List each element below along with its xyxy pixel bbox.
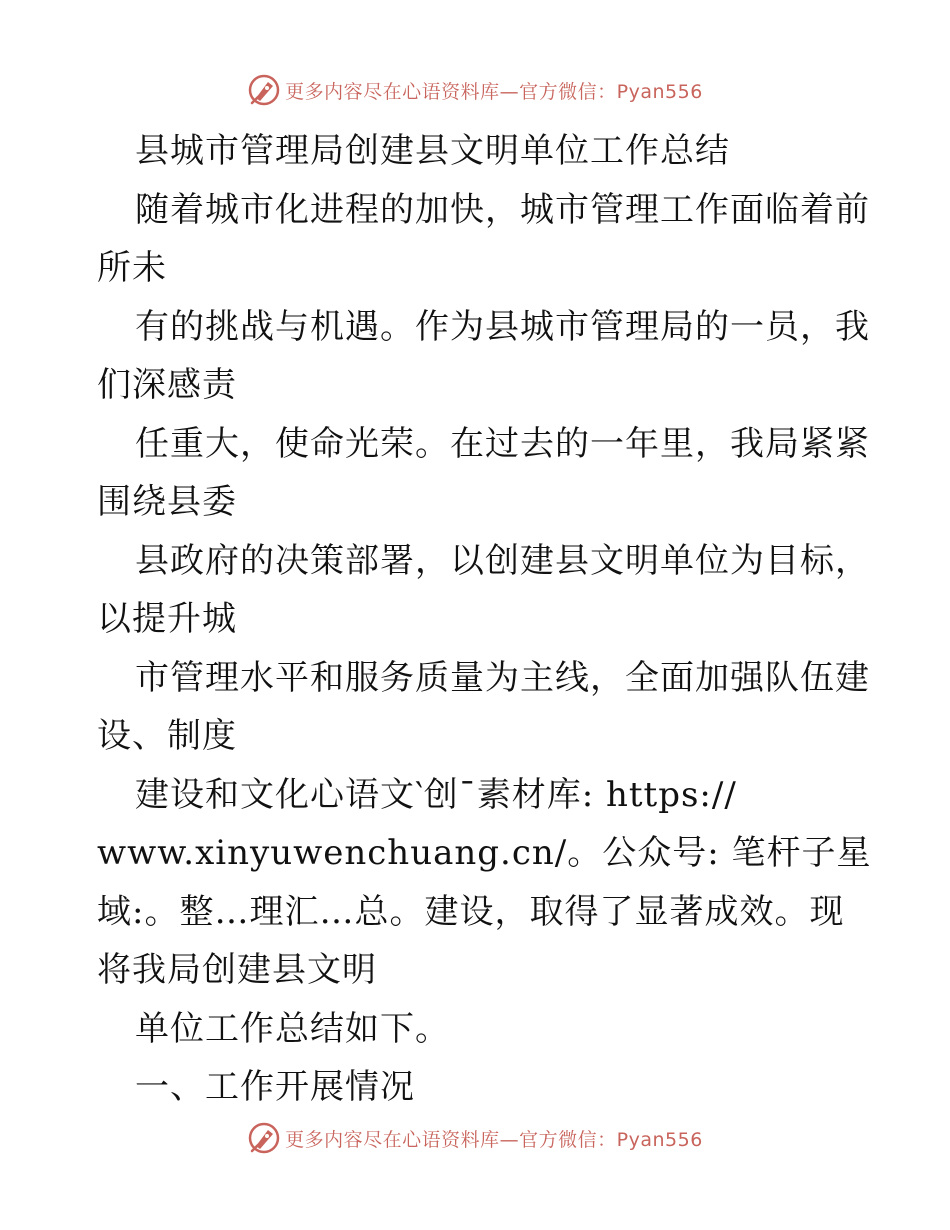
text-line: 单位工作总结如下。 xyxy=(135,1008,450,1049)
text-line: 随着城市化进程的加快，城市管理工作面临着前 xyxy=(135,189,870,230)
text-line: 围绕县委 xyxy=(97,482,237,522)
header-banner xyxy=(0,70,950,110)
banner-text: 更多内容尽在心语资料库—官方微信：Pyan556 xyxy=(285,80,703,103)
document-title: 县城市管理局创建县文明单位工作总结 xyxy=(135,131,730,171)
pen-nib-logo-icon xyxy=(247,73,281,107)
text-line: 建设和文化心语文‵创¯素材库: https:// xyxy=(135,774,737,815)
text-line: 将我局创建县文明 xyxy=(97,950,377,990)
text-line: 市管理水平和服务质量为主线，全面加强队伍建 xyxy=(135,657,870,698)
footer-banner xyxy=(0,1118,950,1158)
text-line: 们深感责 xyxy=(97,365,237,405)
text-line: 任重大，使命光荣。在过去的一年里，我局紧紧 xyxy=(135,423,870,464)
text-line: www.xinyuwenchuang.cn/。公众号: 笔杆子星 xyxy=(97,833,872,873)
text-line: 以提升城 xyxy=(97,599,237,639)
banner-text: 更多内容尽在心语资料库—官方微信：Pyan556 xyxy=(285,1128,703,1151)
pen-nib-logo-icon xyxy=(247,1121,281,1155)
text-line: 县政府的决策部署，以创建县文明单位为目标， xyxy=(135,540,870,581)
text-line: 有的挑战与机遇。作为县城市管理局的一员，我 xyxy=(135,306,870,347)
document-body xyxy=(97,122,872,1117)
section-heading: 一、工作开展情况 xyxy=(135,1067,415,1107)
text-line: 所未 xyxy=(97,248,167,288)
text-line: 域:。整…理汇…总。建设，取得了显著成效。现 xyxy=(97,891,845,932)
text-line: 设、制度 xyxy=(97,716,237,756)
